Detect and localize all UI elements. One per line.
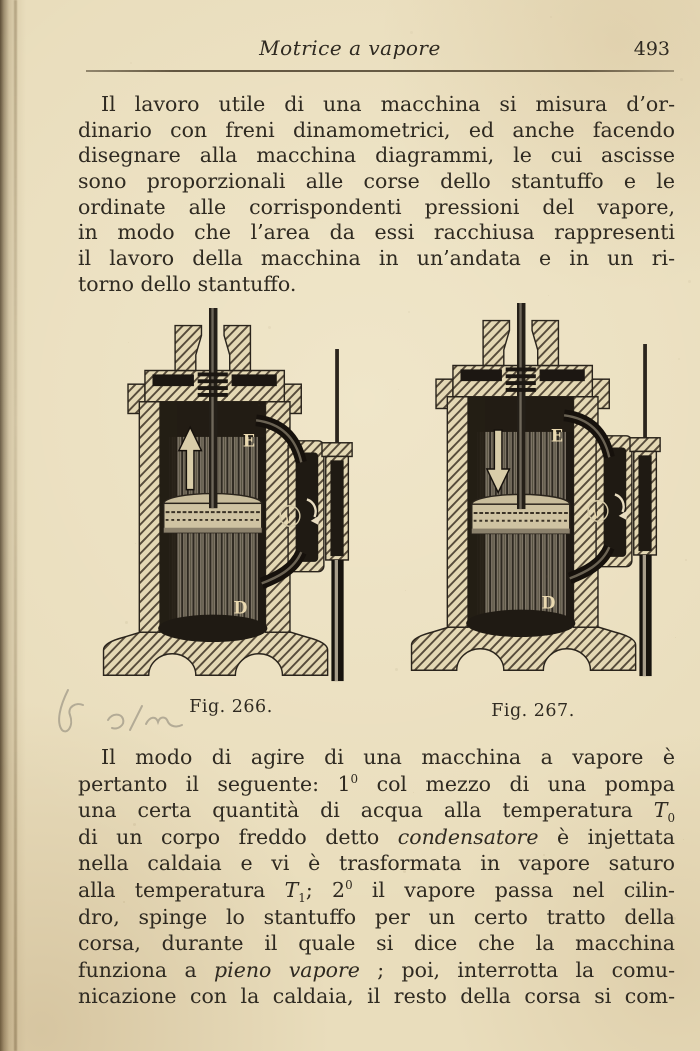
page-number: 493 — [633, 38, 670, 60]
steam-cylinder-diagram — [404, 303, 662, 679]
piston-rod — [517, 303, 525, 509]
paper-speckle — [395, 668, 398, 671]
paper-speckle — [138, 264, 140, 266]
paragraph-working-principle — [78, 744, 675, 1010]
figure-266-caption: Fig. 266. — [189, 697, 273, 717]
paper-speckle — [683, 839, 684, 840]
text-line: una certa quantità di acqua alla temperatura $T_0$ — [78, 798, 675, 826]
text-line: il lavoro della macchina in un’andata e in un ri- — [78, 246, 675, 271]
text-line: dinario con freni dinamometrici, ed anche facendo — [78, 117, 675, 142]
text-line: Il modo di agire di una macchina a vapore è — [101, 745, 675, 769]
paragraph-intro — [78, 92, 675, 298]
paper-speckle — [543, 854, 545, 856]
piston-rod — [209, 308, 217, 508]
paper-speckle — [548, 295, 549, 296]
paper-speckle — [275, 528, 278, 531]
text-line: corsa, durante il quale si dice che la macchina — [78, 931, 675, 956]
paper-speckle — [265, 606, 267, 608]
steam-cylinder-diagram — [96, 308, 354, 684]
page-fold-crease — [14, 0, 17, 1051]
label-valve-y: y — [592, 505, 600, 521]
label-D: D — [541, 593, 556, 613]
paper-speckle — [133, 823, 136, 826]
label-D: D — [233, 598, 248, 618]
paper-speckle — [268, 326, 271, 329]
text-line: sono proporzionali alle corse dello stantuffo e le — [78, 169, 675, 194]
figure-266-engraving — [96, 308, 354, 688]
feed-pump — [322, 349, 352, 560]
figure-267-engraving — [404, 303, 662, 683]
paper-speckle — [545, 575, 548, 578]
text-line: nicazione con la caldaia, il resto della corsa si com- — [78, 984, 675, 1009]
feed-pump — [630, 344, 660, 555]
text-line: funziona a pieno vapore ; poi, interrotta la comu- — [78, 957, 676, 982]
text-line: disegnare alla macchina diagrammi, le cui ascisse — [78, 143, 675, 168]
paper-speckle — [533, 932, 534, 933]
paper-speckle — [685, 559, 687, 561]
exhaust-pipe — [331, 560, 343, 681]
paper-speckle — [0, 0, 1, 1]
pencil-scribble-annotation — [48, 684, 198, 746]
paper-speckle — [410, 31, 413, 34]
label-E: E — [242, 431, 256, 451]
text-line: di un corpo freddo detto condensatore è injettata — [78, 824, 675, 849]
paper-speckle — [130, 62, 132, 64]
running-title: Motrice a vapore — [259, 36, 441, 60]
exhaust-pipe — [639, 555, 651, 676]
paper-speckle — [678, 358, 680, 360]
text-line: Il lavoro utile di una macchina si misura d’or- — [101, 92, 675, 116]
text-line: dro, spinge lo stantuffo per un certo tratto della — [78, 904, 675, 929]
paper-speckle — [403, 870, 406, 873]
text-line: alla temperatura $T_1$; $2^0$ il vapore passa nel cilin- — [78, 877, 675, 906]
text-line: in modo che l’area da essi racchiusa rappresenti — [78, 220, 675, 245]
paper-speckle — [398, 389, 399, 390]
label-E: E — [550, 426, 564, 446]
paper-speckle — [128, 342, 129, 343]
label-valve-y: y — [284, 510, 292, 526]
paper-speckle — [550, 16, 552, 18]
paper-speckle — [413, 792, 414, 793]
paper-speckle — [260, 125, 263, 128]
header-rule — [86, 70, 674, 72]
paper-speckle — [123, 901, 125, 903]
paper-speckle — [673, 917, 676, 920]
paper-speckle — [675, 637, 676, 638]
paper-speckle — [540, 94, 541, 95]
paper-speckle — [408, 311, 410, 313]
paper-speckle — [535, 653, 537, 655]
figure-267-caption: Fig. 267. — [491, 701, 575, 721]
paper-speckle — [680, 78, 683, 81]
paper-speckle — [538, 373, 541, 376]
text-line: ordinate alle corrispondenti pressioni del vapore, — [78, 194, 675, 219]
paper-speckle — [688, 280, 691, 283]
text-line: nella caldaia e vi è trasformata in vapore saturo — [78, 851, 675, 876]
paper-speckle — [270, 47, 271, 48]
text-line: torno dello stantuffo. — [78, 271, 297, 296]
text-line: pertanto il seguente: $1^0$ col mezzo di una pompa — [78, 771, 676, 796]
